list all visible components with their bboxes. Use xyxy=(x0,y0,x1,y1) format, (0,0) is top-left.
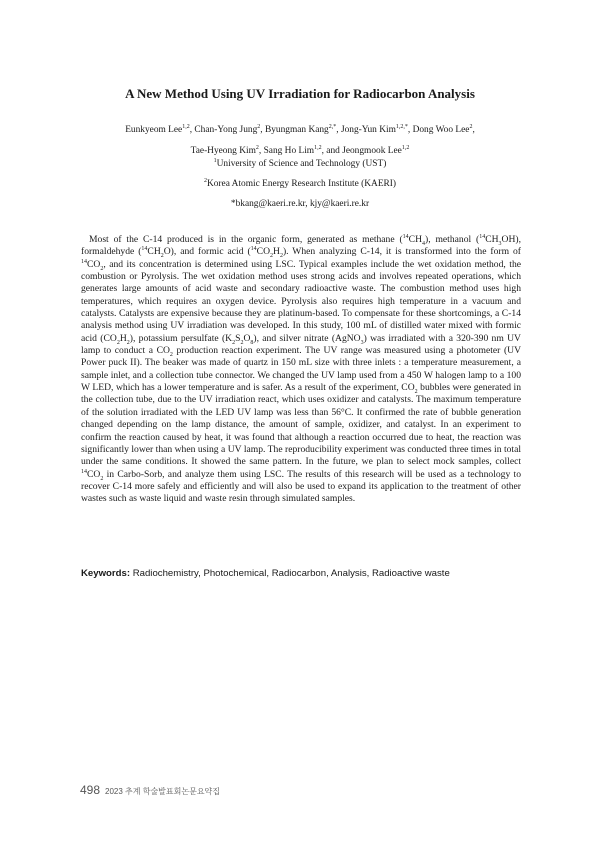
author-affiliation-marker: 2 xyxy=(257,123,261,130)
author-separator: , xyxy=(407,125,413,135)
formula-subscript: 2 xyxy=(232,339,236,346)
page-footer xyxy=(80,781,220,799)
abstract-text-run: O xyxy=(243,332,251,344)
abstract-text-run: CH xyxy=(485,234,499,245)
contact-email: *bkang@kaeri.re.kr, kjy@kaeri.re.kr xyxy=(230,199,370,209)
author-separator: , xyxy=(336,125,341,135)
abstract-text-run: CO xyxy=(256,246,270,258)
abstract-text-run: CO xyxy=(87,258,101,270)
abstract-text-run: CO xyxy=(87,468,101,480)
abstract-text-run: ) was irradiated with a 320-390 nm UV lamp to conduct a CO xyxy=(81,332,521,357)
proceedings-title: 2023 추계 학술발표회논문요약집 xyxy=(105,787,221,796)
keywords-label: Keywords: xyxy=(81,568,131,579)
abstract-body xyxy=(81,234,521,506)
affiliation-2 xyxy=(0,178,600,190)
abstract-text-run: ), potassium persulfate (K xyxy=(129,332,233,344)
formula-subscript: 2 xyxy=(100,265,104,272)
abstract-text-run: H xyxy=(119,332,127,344)
author-separator: , xyxy=(189,125,195,135)
author-affiliation-marker: 2,* xyxy=(328,123,337,130)
abstract-text-run: production reaction experiment. The UV range was measured using a photometer (UV Power puck II). The beaker was made of quartz in 150 mL size with three inlets : a temperature measurement, a sample inlet, and a collection tube connector. We changed the UV lamp used from a 450 W halogen lamp to a 100 W LED, which has a lower temperature and is safer. As a result of the experiment, CO xyxy=(81,345,521,394)
formula-subscript: 8 xyxy=(250,339,254,346)
author-name: Tae-Hyeong Kim xyxy=(190,146,256,156)
page-number: 498 xyxy=(80,783,101,797)
formula-subscript: 2 xyxy=(279,253,283,260)
abstract-text-run: Most of the C-14 produced is in the organic form, generated as methane ( xyxy=(89,234,403,245)
author-affiliation-marker: 1,2,* xyxy=(395,123,408,130)
author-affiliation-marker: 2 xyxy=(255,144,259,151)
affiliation-2-text: Korea Atomic Energy Research Institute (KAERI) xyxy=(206,179,397,189)
author-name: Sang Ho Lim xyxy=(263,146,315,156)
author-name: Byungman Kang xyxy=(264,125,329,135)
paper-title: A New Method Using UV Irradiation for Radiocarbon Analysis xyxy=(125,86,475,101)
keywords-line xyxy=(81,568,521,580)
abstract-text-run: H xyxy=(273,246,280,258)
affiliation-1 xyxy=(0,158,600,170)
isotope-superscript: 14 xyxy=(81,258,87,265)
formula-subscript: 2 xyxy=(414,389,418,396)
author-name: Eunkyeom Lee xyxy=(125,125,183,135)
affiliation-2-marker: 2 xyxy=(203,177,207,184)
formula-subscript: 4 xyxy=(422,240,425,247)
author-list xyxy=(60,120,540,162)
affiliation-1-text: University of Science and Technology (UST) xyxy=(216,159,387,169)
formula-subscript: 2 xyxy=(116,339,120,346)
author-name: Chan-Yong Jung xyxy=(194,125,258,135)
formula-subscript: 2 xyxy=(270,253,273,260)
author-separator: , and xyxy=(321,146,343,156)
abstract-text-run: ). When analyzing C-14, it is transformed into the form of xyxy=(282,246,521,258)
isotope-superscript: 14 xyxy=(250,246,257,253)
isotope-superscript: 14 xyxy=(479,233,486,240)
affiliation-1-marker: 1 xyxy=(213,157,217,164)
author-affiliation-marker: 2 xyxy=(469,123,473,130)
formula-subscript: 3 xyxy=(498,240,502,247)
abstract-text-run: ), methanol ( xyxy=(425,234,480,245)
author-affiliation-marker: 1,2 xyxy=(182,123,190,130)
formula-subscript: 2 xyxy=(240,339,244,346)
abstract-text-run: in Carbo-Sorb, and analyze them using LSC. The results of this research will be used as a technology to recover C-14 more safely and efficiently and will also be used to expand its application to the treatment of other wastes such as waste liquid and waste resin through simulated samples. xyxy=(81,468,521,505)
keywords-text: Radiochemistry, Photochemical, Radiocarbon, Analysis, Radioactive waste xyxy=(130,568,450,579)
formula-subscript: 3 xyxy=(360,339,364,346)
isotope-superscript: 14 xyxy=(402,233,409,240)
author-separator: , xyxy=(258,146,264,156)
isotope-superscript: 14 xyxy=(81,468,87,475)
abstract-text-run: OH), formaldehyde ( xyxy=(81,234,521,258)
abstract-text-run: ), and silver nitrate (AgNO xyxy=(253,332,361,344)
abstract-text-run: S xyxy=(235,332,241,344)
isotope-superscript: 14 xyxy=(141,246,148,253)
formula-subscript: 2 xyxy=(126,339,130,346)
author-name: Jeongmook Lee xyxy=(342,146,402,156)
author-name: Dong Woo Lee xyxy=(412,125,470,135)
abstract-text-run: bubbles were generated in the collection tube, due to the UV irradiation react, which uses oxidizer and catalysts. The maximum temperature of the solution irradiated with the LED UV lamp was less than 56°C. It confirmed the rate of bubble generation changed depending on the lamp distance, the amount of sample, oxidizer, and catalyst. In an experiment to confirm the reaction caused by heat, it was found that although a reaction occurred due to heat, the reaction was significantly lower than when using a UV lamp. The reproducibility experiment was conducted three times in total under the same conditions. It showed the same pattern. In the future, we plan to select mock samples, collect xyxy=(81,382,521,468)
author-separator: , xyxy=(472,125,475,135)
formula-subscript: 2 xyxy=(169,352,173,358)
abstract-text-run: CH xyxy=(408,234,422,245)
author-separator: , xyxy=(260,125,265,135)
formula-subscript: 2 xyxy=(100,475,104,482)
abstract-text-run: CH xyxy=(147,246,161,258)
author-affiliation-marker: 1,2 xyxy=(314,144,322,151)
abstract-text-run: , and its concentration is determined using LSC. Typical examples include the wet oxidation method, the combustion or Pyrolysis. The wet oxidation method uses strong acids and involves repeated operations, which generates large amounts of acid waste and secondary radioactive waste. The combustion method uses high temperatures, which requires an oxygen device. Pyrolysis also requires high temperature in a vacuum and catalysts. Catalysts are expensive because they are platinum-based. To compensate for these shortcomings, a C-14 analysis method using UV irradiation was developed. In this study, 100 mL of distilled water mixed with formic acid (CO xyxy=(81,258,521,344)
abstract-text-run: O), and formic acid ( xyxy=(163,246,251,258)
formula-subscript: 2 xyxy=(160,253,164,260)
author-affiliation-marker: 1,2 xyxy=(401,144,410,151)
author-name: Jong-Yun Kim xyxy=(340,125,396,135)
